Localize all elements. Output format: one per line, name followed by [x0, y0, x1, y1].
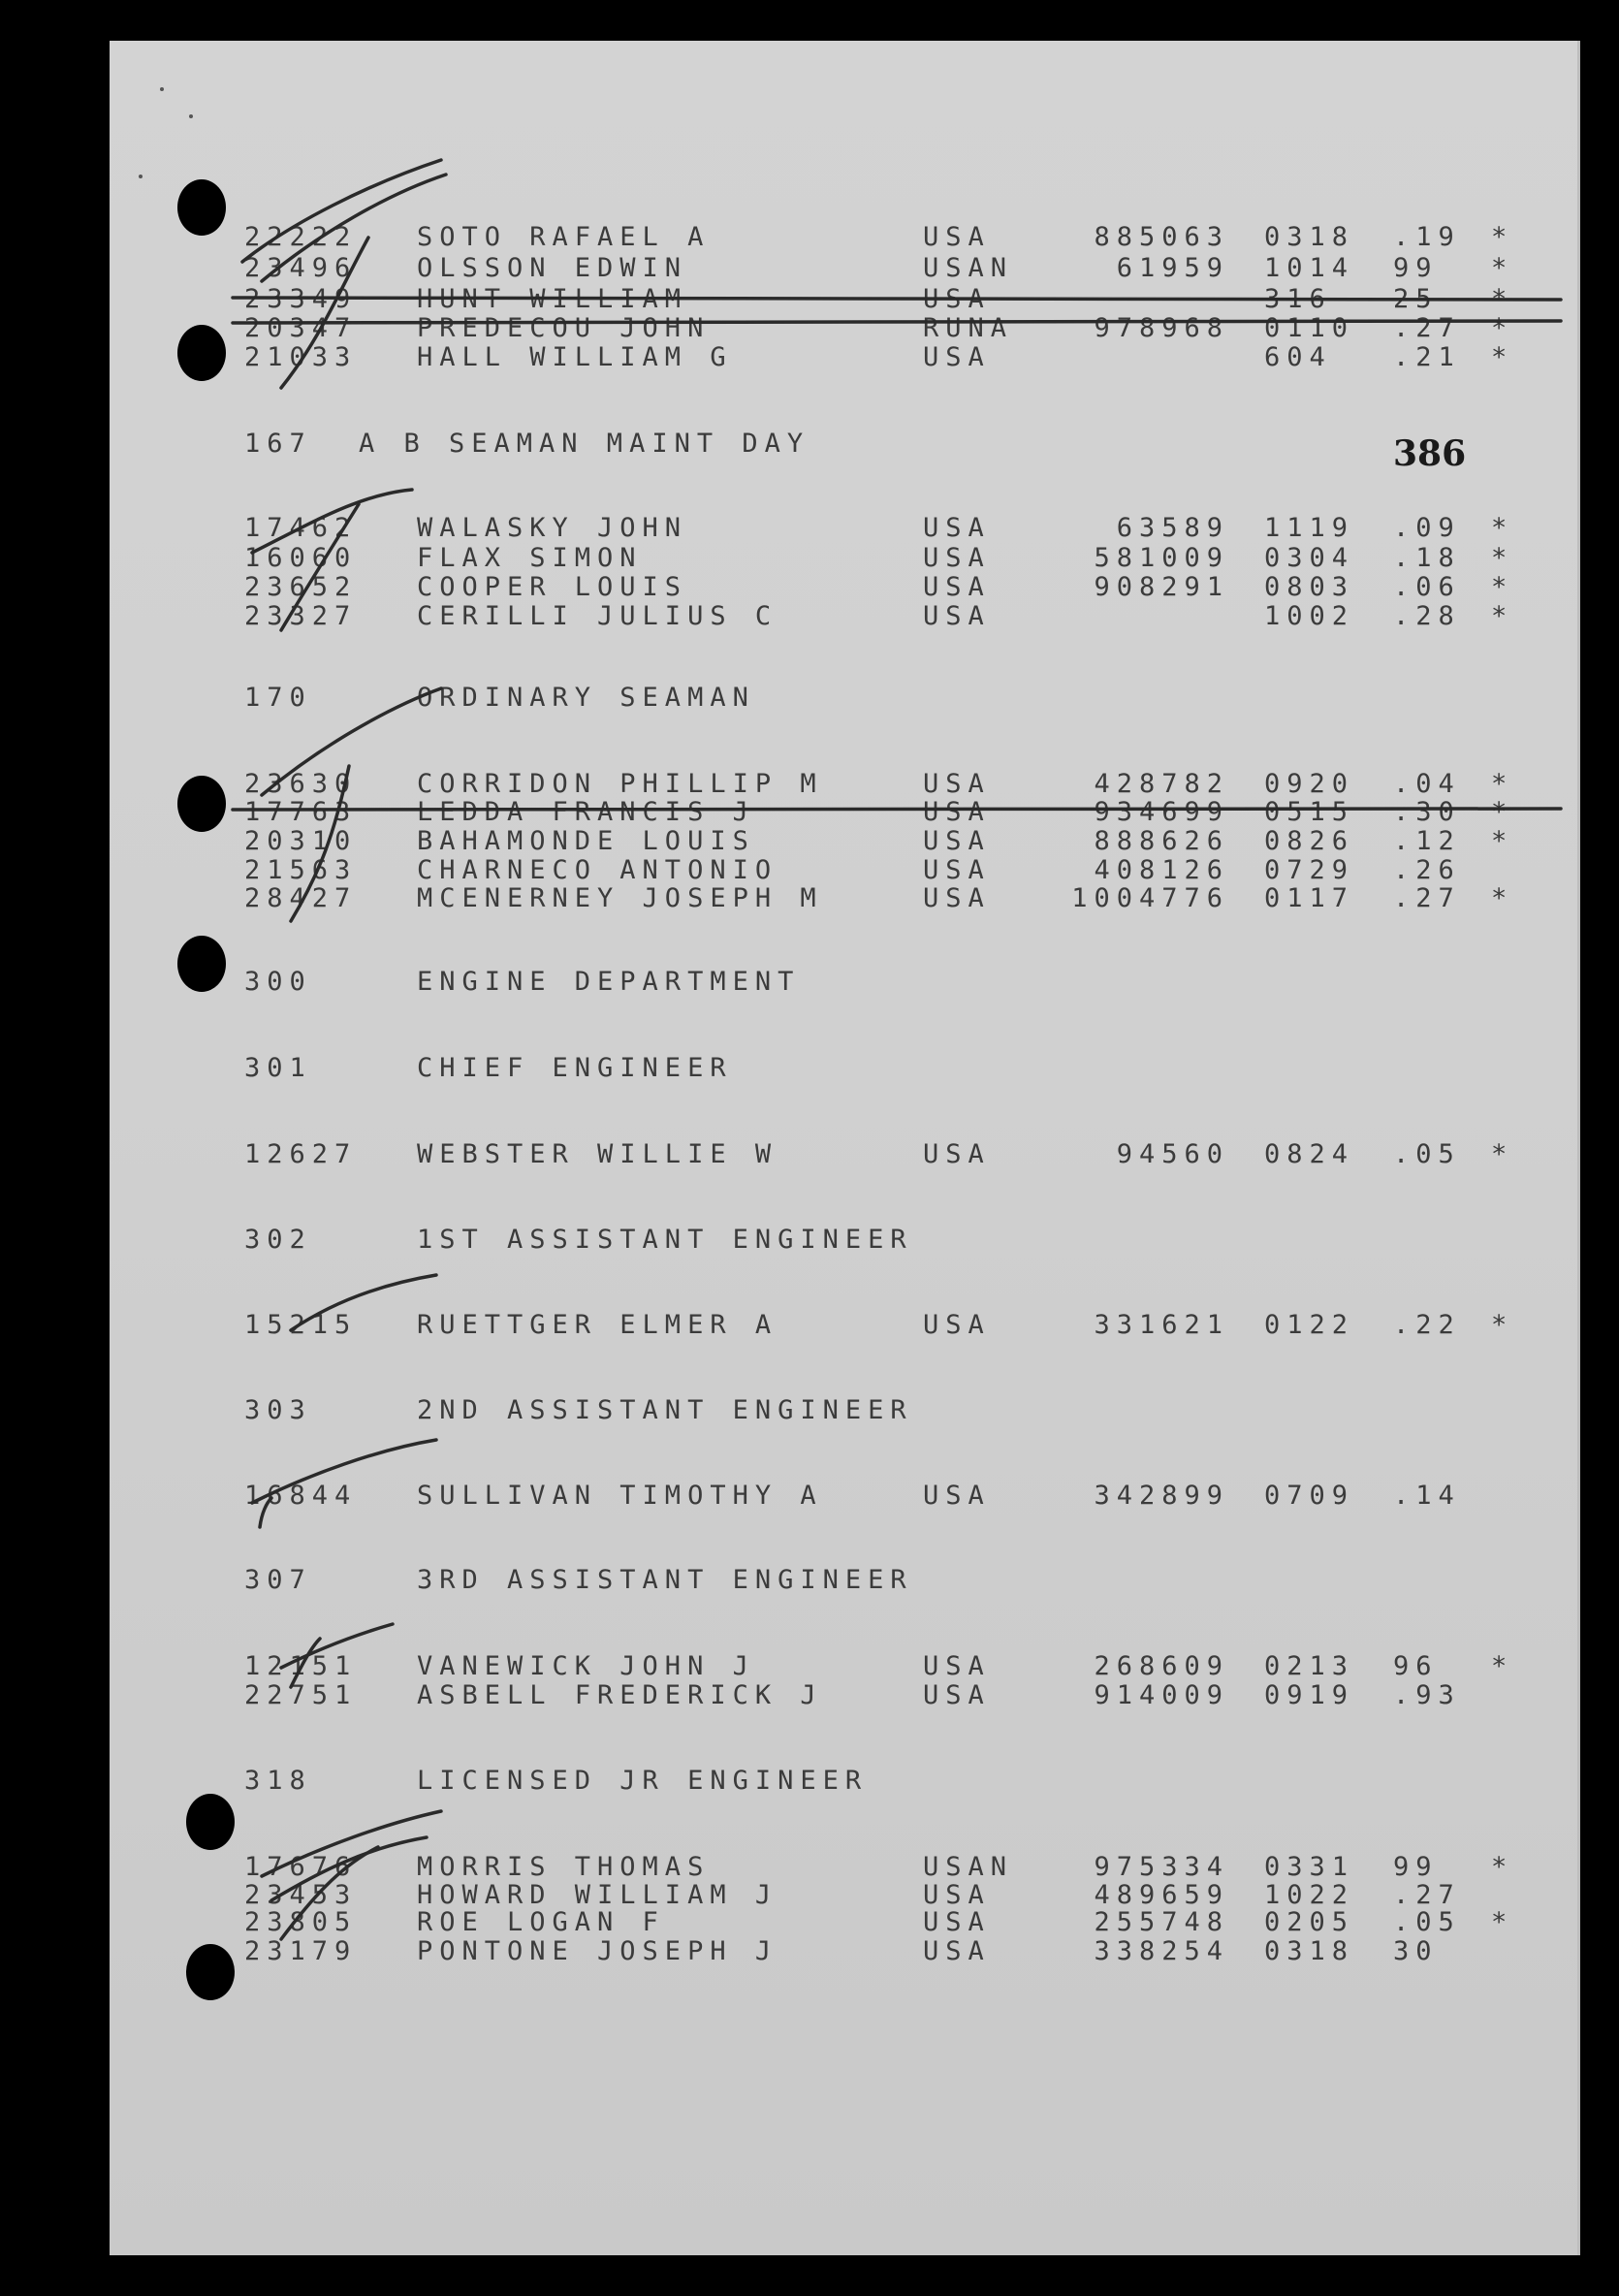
crew-code: 22222 — [244, 222, 358, 252]
nationality: USA — [923, 284, 991, 314]
date-code: 1014 — [1264, 253, 1355, 283]
crew-code: 23327 — [244, 601, 358, 631]
document-number: 1004776 — [1071, 883, 1229, 913]
section-title: CHIEF ENGINEER — [417, 1053, 733, 1083]
section-code: 170 — [244, 683, 312, 713]
document-number: 581009 — [1094, 543, 1229, 573]
nationality: USA — [923, 855, 991, 885]
document-number: 489659 — [1094, 1880, 1229, 1910]
asterisk-mark: * — [1491, 769, 1514, 799]
asterisk-mark: * — [1491, 572, 1514, 602]
fraction-value: .22 — [1393, 1310, 1461, 1340]
document-number: 914009 — [1094, 1680, 1229, 1710]
crew-name: SOTO RAFAEL A — [417, 222, 711, 252]
fraction-value: .27 — [1393, 313, 1461, 343]
crew-code: 12151 — [244, 1651, 358, 1681]
binder-hole — [186, 1794, 235, 1850]
fraction-value: .26 — [1393, 855, 1461, 885]
document-number: 331621 — [1094, 1310, 1229, 1340]
crew-code: 23630 — [244, 769, 358, 799]
date-code: 0331 — [1264, 1852, 1355, 1882]
date-code: 0122 — [1264, 1310, 1355, 1340]
fraction-value: .09 — [1393, 513, 1461, 543]
fraction-value: 25 — [1393, 284, 1439, 314]
date-code: 0803 — [1264, 572, 1355, 602]
crew-name: CERILLI JULIUS C — [417, 601, 778, 631]
fraction-value: .21 — [1393, 342, 1461, 372]
fraction-value: 30 — [1393, 1936, 1439, 1966]
nationality: USA — [923, 1139, 991, 1169]
dust-speck — [139, 175, 143, 178]
crew-code: 28427 — [244, 883, 358, 913]
asterisk-mark: * — [1491, 284, 1514, 314]
binder-hole — [177, 936, 226, 992]
date-code: 0920 — [1264, 769, 1355, 799]
asterisk-mark: * — [1491, 601, 1514, 631]
crew-code: 20347 — [244, 313, 358, 343]
crew-name: COOPER LOUIS — [417, 572, 688, 602]
document-number: 934699 — [1094, 797, 1229, 827]
asterisk-mark: * — [1491, 1907, 1514, 1937]
fraction-value: 96 — [1393, 1651, 1439, 1681]
nationality: USA — [923, 543, 991, 573]
fraction-value: 99 — [1393, 1852, 1439, 1882]
date-code: 0919 — [1264, 1680, 1355, 1710]
nationality: USA — [923, 826, 991, 856]
crew-code: 21563 — [244, 855, 358, 885]
crew-name: ROE LOGAN F — [417, 1907, 665, 1937]
nationality: USA — [923, 342, 991, 372]
document-number: 268609 — [1094, 1651, 1229, 1681]
section-code: 301 — [244, 1053, 312, 1083]
document-number: 61959 — [1116, 253, 1229, 283]
crew-name: HALL WILLIAM G — [417, 342, 733, 372]
asterisk-mark: * — [1491, 883, 1514, 913]
section-title: 1ST ASSISTANT ENGINEER — [417, 1225, 913, 1255]
date-code: 0318 — [1264, 1936, 1355, 1966]
asterisk-mark: * — [1491, 1139, 1514, 1169]
nationality: USAN — [923, 1852, 1014, 1882]
section-code: 303 — [244, 1395, 312, 1425]
date-code: 0205 — [1264, 1907, 1355, 1937]
section-title: LICENSED JR ENGINEER — [417, 1766, 869, 1796]
dust-speck — [189, 114, 193, 118]
document-number: 908291 — [1094, 572, 1229, 602]
nationality: USA — [923, 1481, 991, 1511]
nationality: USA — [923, 769, 991, 799]
section-title: ORDINARY SEAMAN — [417, 683, 755, 713]
document-number: 975334 — [1094, 1852, 1229, 1882]
document-number: 888626 — [1094, 826, 1229, 856]
date-code: 604 — [1264, 342, 1332, 372]
nationality: USA — [923, 797, 991, 827]
crew-name: CORRIDON PHILLIP M — [417, 769, 823, 799]
date-code: 0213 — [1264, 1651, 1355, 1681]
date-code: 0824 — [1264, 1139, 1355, 1169]
document-number: 94560 — [1116, 1139, 1229, 1169]
crew-code: 23349 — [244, 284, 358, 314]
crew-code: 23652 — [244, 572, 358, 602]
fraction-value: .05 — [1393, 1139, 1461, 1169]
document-number: 978968 — [1094, 313, 1229, 343]
asterisk-mark: * — [1491, 797, 1514, 827]
fraction-value: .27 — [1393, 1880, 1461, 1910]
document-number: 428782 — [1094, 769, 1229, 799]
date-code: 0318 — [1264, 222, 1355, 252]
asterisk-mark: * — [1491, 826, 1514, 856]
crew-code: 16844 — [244, 1481, 358, 1511]
nationality: USA — [923, 1907, 991, 1937]
crew-code: 23805 — [244, 1907, 358, 1937]
document-number: 338254 — [1094, 1936, 1229, 1966]
fraction-value: .18 — [1393, 543, 1461, 573]
fraction-value: .14 — [1393, 1481, 1461, 1511]
section-code: 318 — [244, 1766, 312, 1796]
nationality: USAN — [923, 253, 1014, 283]
date-code: 316 — [1264, 284, 1332, 314]
fraction-value: .06 — [1393, 572, 1461, 602]
nationality: USA — [923, 883, 991, 913]
crew-name: SULLIVAN TIMOTHY A — [417, 1481, 823, 1511]
fraction-value: .12 — [1393, 826, 1461, 856]
date-code: 1002 — [1264, 601, 1355, 631]
nationality: USA — [923, 222, 991, 252]
asterisk-mark: * — [1491, 1852, 1514, 1882]
fraction-value: .04 — [1393, 769, 1461, 799]
crew-name: MORRIS THOMAS — [417, 1852, 711, 1882]
section-code: 167 — [244, 429, 312, 459]
crew-name: FLAX SIMON — [417, 543, 643, 573]
binder-hole — [177, 776, 226, 832]
date-code: 1119 — [1264, 513, 1355, 543]
nationality: USA — [923, 1936, 991, 1966]
fraction-value: .27 — [1393, 883, 1461, 913]
asterisk-mark: * — [1491, 513, 1514, 543]
document-number: 255748 — [1094, 1907, 1229, 1937]
crew-code: 23453 — [244, 1880, 358, 1910]
document-number: 885063 — [1094, 222, 1229, 252]
fraction-value: 99 — [1393, 253, 1439, 283]
section-code: 307 — [244, 1565, 312, 1595]
nationality: USA — [923, 1651, 991, 1681]
crew-name: BAHAMONDE LOUIS — [417, 826, 755, 856]
crew-name: ASBELL FREDERICK J — [417, 1680, 823, 1710]
crew-code: 17676 — [244, 1852, 358, 1882]
crew-name: CHARNECO ANTONIO — [417, 855, 778, 885]
crew-name: PONTONE JOSEPH J — [417, 1936, 778, 1966]
nationality: USA — [923, 601, 991, 631]
date-code: 0117 — [1264, 883, 1355, 913]
crew-code: 23179 — [244, 1936, 358, 1966]
fraction-value: .05 — [1393, 1907, 1461, 1937]
binder-hole — [177, 179, 226, 236]
date-code: 0729 — [1264, 855, 1355, 885]
asterisk-mark: * — [1491, 1651, 1514, 1681]
fraction-value: .19 — [1393, 222, 1461, 252]
crew-code: 21033 — [244, 342, 358, 372]
nationality: USA — [923, 1310, 991, 1340]
crew-code: 22751 — [244, 1680, 358, 1710]
asterisk-mark: * — [1491, 313, 1514, 343]
dust-speck — [160, 87, 164, 91]
crew-code: 15215 — [244, 1310, 358, 1340]
nationality: RUNA — [923, 313, 1014, 343]
nationality: USA — [923, 572, 991, 602]
crew-name: WALASKY JOHN — [417, 513, 688, 543]
crew-name: MCENERNEY JOSEPH M — [417, 883, 823, 913]
binder-hole — [186, 1944, 235, 2000]
crew-code: 12627 — [244, 1139, 358, 1169]
nationality: USA — [923, 1680, 991, 1710]
asterisk-mark: * — [1491, 222, 1514, 252]
asterisk-mark: * — [1491, 1310, 1514, 1340]
crew-name: HOWARD WILLIAM J — [417, 1880, 778, 1910]
fraction-value: .93 — [1393, 1680, 1461, 1710]
crew-name: OLSSON EDWIN — [417, 253, 688, 283]
fraction-value: .28 — [1393, 601, 1461, 631]
crew-code: 23496 — [244, 253, 358, 283]
section-code: 300 — [244, 967, 312, 997]
crew-name: LEDDA FRANCIS J — [417, 797, 755, 827]
crew-name: WEBSTER WILLIE W — [417, 1139, 778, 1169]
crew-code: 20310 — [244, 826, 358, 856]
date-code: 0304 — [1264, 543, 1355, 573]
document-number: 408126 — [1094, 855, 1229, 885]
crew-name: VANEWICK JOHN J — [417, 1651, 755, 1681]
crew-code: 17763 — [244, 797, 358, 827]
section-title: 2ND ASSISTANT ENGINEER — [417, 1395, 913, 1425]
crew-name: PREDECOU JOHN — [417, 313, 711, 343]
date-code: 0515 — [1264, 797, 1355, 827]
asterisk-mark: * — [1491, 253, 1514, 283]
crew-code: 16060 — [244, 543, 358, 573]
section-title: A B SEAMAN MAINT DAY — [359, 429, 810, 459]
asterisk-mark: * — [1491, 342, 1514, 372]
date-code: 0110 — [1264, 313, 1355, 343]
document-number: 63589 — [1116, 513, 1229, 543]
date-code: 0826 — [1264, 826, 1355, 856]
document-number: 342899 — [1094, 1481, 1229, 1511]
sheet-edge — [1577, 41, 1580, 2255]
crew-code: 17462 — [244, 513, 358, 543]
crew-name: HUNT WILLIAM — [417, 284, 688, 314]
asterisk-mark: * — [1491, 543, 1514, 573]
page-number: 386 — [1393, 433, 1467, 474]
fraction-value: .30 — [1393, 797, 1461, 827]
crew-name: RUETTGER ELMER A — [417, 1310, 778, 1340]
date-code: 0709 — [1264, 1481, 1355, 1511]
date-code: 1022 — [1264, 1880, 1355, 1910]
nationality: USA — [923, 1880, 991, 1910]
section-title: 3RD ASSISTANT ENGINEER — [417, 1565, 913, 1595]
section-title: ENGINE DEPARTMENT — [417, 967, 801, 997]
nationality: USA — [923, 513, 991, 543]
binder-hole — [177, 325, 226, 381]
section-code: 302 — [244, 1225, 312, 1255]
